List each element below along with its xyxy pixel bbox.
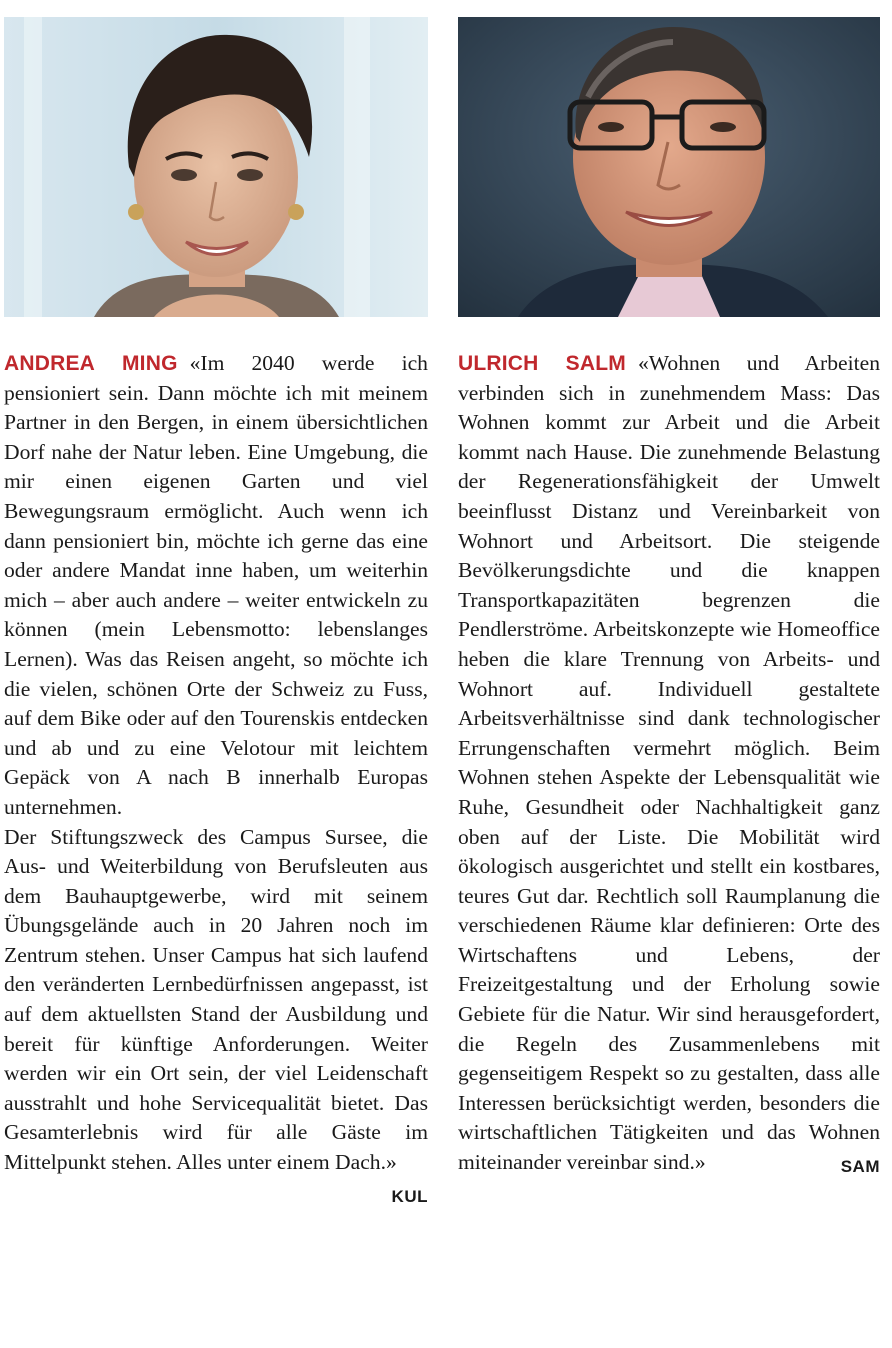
author-signature: SAM bbox=[840, 1157, 880, 1177]
author-signature: KUL bbox=[391, 1186, 428, 1206]
paragraph-1 bbox=[4, 349, 428, 823]
portrait-photo-icon bbox=[458, 17, 880, 317]
author-name: ANDREA MING bbox=[4, 352, 178, 375]
paragraph-2 bbox=[4, 823, 428, 1206]
author-name: ULRICH SALM bbox=[458, 352, 626, 375]
quote-text: «Wohnen und Arbeiten verbinden sich in zunehmendem Mass: Das Wohnen kommt zur Arbeit und die Arbeit kommt nach Hause. Die zunehmende Belastung der Regenerationsfähigkeit der Umwelt beeinflusst Distanz und Vereinbarkeit von Wohnort und Arbeitsort. Die steigende Bevölkerungsdichte und die knappen Transportkapazitäten begrenzen die Pendlerströme. Arbeitskonzepte wie Homeoffice heben die klare Trennung von Arbeits- und Wohnort auf. Individuell gestaltete Arbeitsverhältnisse sind dank technologischer Errungenschaften vermehrt möglich. Beim Wohnen stehen Aspekte der Lebensqualität wie Ruhe, Gesundheit oder Nachhaltigkeit ganz oben auf der Liste. Die Mobilität wird ökologisch ausgerichtet und stellt ein kostbares, teures Gut dar. Rechtlich soll Raumplanung die verschiedenen Räume klar definieren: Orte des Wirtschaftens und Lebens, der Freizeitgestaltung und der Erholung sowie Gebiete für die Natur. Wir sind herausgefordert, die Regeln des Zusammenlebens mit gegenseitigem Respekt so zu gestalten, dass alle Interessen berücksichtigt werden, besonders die wirtschaftlichen Tätigkeiten und das Wohnen miteinander vereinbar sind.» bbox=[458, 351, 880, 1175]
quote-text: Der Stiftungszweck des Campus Sursee, die Aus- und Weiterbildung von Berufsleuten aus dem Bauhauptgewerbe, wird mit seinem Übungsgelände auch in 20 Jahren noch im Zentrum stehen. Unser Campus hat sich laufend den veränderten Lernbedürfnissen angepasst, ist auf dem aktuellsten Stand der Ausbildung und bereit für künftige Anforderungen. Weiter werden wir ein Ort sein, der viel Leidenschaft ausstrahlt und hohe Servicequalität bietet. Das Gesamterlebnis wird für alle Gäste im Mittelpunkt stehen. Alles unter einem Dach.» bbox=[4, 824, 428, 1175]
article-text-left bbox=[4, 349, 428, 1206]
article-column-right bbox=[458, 17, 880, 1182]
paragraph-1 bbox=[458, 349, 880, 1178]
article-text-right bbox=[458, 349, 880, 1178]
portrait-andrea-ming bbox=[4, 17, 428, 317]
portrait-photo-icon bbox=[4, 17, 428, 317]
quote-text: «Im 2040 werde ich pensioniert sein. Dann möchte ich mit meinem Partner in den Bergen, in einem übersichtlichen Dorf nahe der Natur leben. Eine Umgebung, die mir einen eigenen Garten und viel Bewegungsraum ermöglicht. Auch wenn ich dann pensioniert bin, möchte ich gerne das eine oder andere Mandat inne haben, um weiterhin mich – aber auch andere – weiter entwickeln zu können (mein Lebensmotto: lebenslanges Lernen). Was das Reisen angeht, so möchte ich die vielen, schönen Orte der Schweiz zu Fuss, auf dem Bike oder auf den Tourenskis entdecken und ab und zu eine Velotour mit leichtem Gepäck von A nach B innerhalb Europas unternehmen. bbox=[4, 351, 428, 819]
portrait-ulrich-salm bbox=[458, 17, 880, 317]
article-column-left bbox=[4, 17, 428, 1211]
